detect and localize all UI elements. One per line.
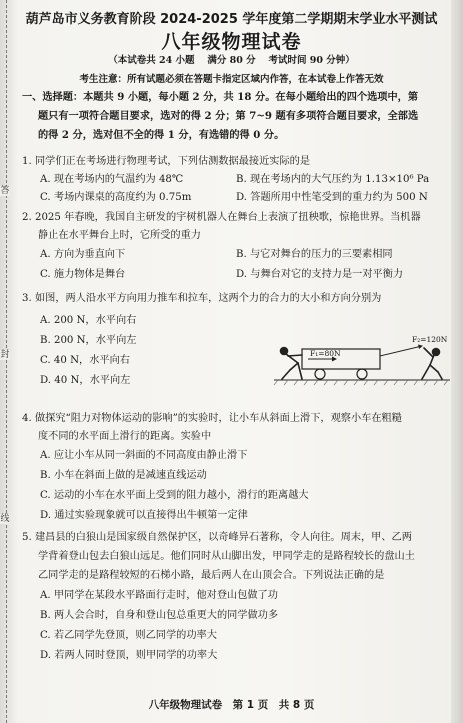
- q2-option-c: C. 施力物体是舞台: [40, 269, 126, 280]
- force-f2-label: F₂=120N: [412, 335, 448, 344]
- binding-char-top: 答: [0, 186, 10, 196]
- page-edge-shadow: [451, 0, 463, 723]
- section-instruction-line1: 一、选择题：本题共 9 小题，每小题 2 分，共 18 分。在每小题给出的四个选项中，第: [22, 91, 419, 103]
- q1-option-d: D. 答题所用中性笔受到的重力约为 500 N: [236, 192, 428, 203]
- q1-stem: 1. 同学们正在考场进行物理考试，下列估测数据最接近实际的是: [22, 156, 311, 167]
- binding-char-mid: 封: [0, 350, 10, 360]
- q1-option-c: C. 考场内课桌的高度约为 0.75m: [40, 192, 192, 203]
- exam-header-title: 葫芦岛市义务教育阶段 2024-2025 学年度第二学期期末学业水平测试: [25, 12, 438, 27]
- section-instruction-line2: 题只有一项符合题目要求，选对的得 2 分；第 7~9 题有多项符合题目要求，全部选: [38, 110, 419, 122]
- q4-option-d: D. 通过实验现象就可以直接得出牛顿第一定律: [40, 510, 248, 521]
- q5-option-a: A. 甲同学在某段水平路面行走时，他对登山包做了功: [40, 590, 278, 601]
- q2-option-d: D. 与舞台对它的支持力是一对平衡力: [236, 269, 404, 280]
- q5-option-b: B. 两人会合时，自身和登山包总重更大的同学做功多: [40, 610, 279, 621]
- q5-stem-line3: 乙同学走的是路程较短的石梯小路，最后两人在山顶会合。下列说法正确的是: [38, 570, 385, 581]
- q5-stem-line2: 学背着登山包去白狼山远足。他们同时从山脚出发，甲同学走的是路程较长的盘山土: [38, 551, 415, 562]
- q4-stem-line2: 度不同的水平面上滑行的距离。实验中: [38, 431, 212, 442]
- force-f1-label: F₁=80N: [310, 349, 341, 358]
- exam-notice: 考生注意：所有试题必须在答题卡指定区域内作答，在本试卷上作答无效: [79, 74, 384, 85]
- binding-line: [6, 0, 7, 723]
- q2-option-a: A. 方向为垂直向下: [40, 249, 126, 260]
- q3-option-a: A. 200 N，水平向右: [40, 315, 137, 326]
- q1-option-a: A. 现在考场内的气温约为 48℃: [40, 174, 184, 185]
- binding-char-bottom: 线: [0, 514, 10, 524]
- q5-option-d: D. 若两人同时登顶，则甲同学的功率大: [40, 650, 218, 661]
- pulling-person: [422, 348, 442, 379]
- q3-stem: 3. 如图，两人沿水平方向用力推车和拉车，这两个力的合力的大小和方向分别为: [22, 293, 382, 304]
- exam-subject-title: 八年级物理试卷: [161, 31, 302, 53]
- pushing-person: [281, 348, 303, 380]
- q1-option-b: B. 现在考场内的大气压约为 1.13×10⁶ Pa: [236, 174, 430, 185]
- ground-hatching: [274, 380, 448, 385]
- page-footer: 八年级物理试卷 第 1 页 共 8 页: [148, 699, 315, 711]
- cart-wheel-right: [357, 369, 367, 379]
- q3-option-d: D. 40 N，水平向左: [40, 375, 131, 386]
- q2-stem-line1: 2. 2025 年春晚，我国自主研发的宇树机器人在舞台上表演了扭秧歌，惊艳世界。当机器: [22, 212, 421, 223]
- push-pull-cart-figure: [272, 334, 452, 392]
- q3-option-b: B. 200 N，水平向左: [40, 335, 137, 346]
- q2-stem-line2: 静止在水平舞台上时，它所受的重力: [38, 230, 201, 241]
- q4-option-c: C. 运动的小车在水平面上受到的阻力越小，滑行的距离越大: [40, 490, 309, 501]
- q4-stem-line1: 4. 做探究“阻力对物体运动的影响”的实验时，让小车从斜面上滑下，观察小车在粗糙: [22, 413, 402, 424]
- q5-stem-line1: 5. 建昌县的白狼山是国家级自然保护区，以奇峰异石著称，令人向往。周末，甲、乙两: [22, 532, 412, 543]
- q5-option-c: C. 若乙同学先登顶，则乙同学的功率大: [40, 630, 217, 641]
- cart-wheel-left: [315, 369, 325, 379]
- arrow-f2-head: [418, 345, 423, 350]
- exam-info: （本试卷共 24 小题 满分 80 分 考试时间 90 分钟）: [108, 55, 355, 66]
- q4-option-b: B. 小车在斜面上做的是减速直线运动: [40, 470, 207, 481]
- q4-option-a: A. 应让小车从同一斜面的不同高度由静止滑下: [40, 450, 248, 461]
- pull-rope: [380, 346, 422, 356]
- q3-option-c: C. 40 N，水平向右: [40, 355, 130, 366]
- q2-option-b: B. 与它对舞台的压力的三要素相同: [236, 249, 393, 260]
- section-instruction-line3: 的得 2 分，选对但不全的得 1 分，有选错的得 0 分。: [38, 129, 285, 141]
